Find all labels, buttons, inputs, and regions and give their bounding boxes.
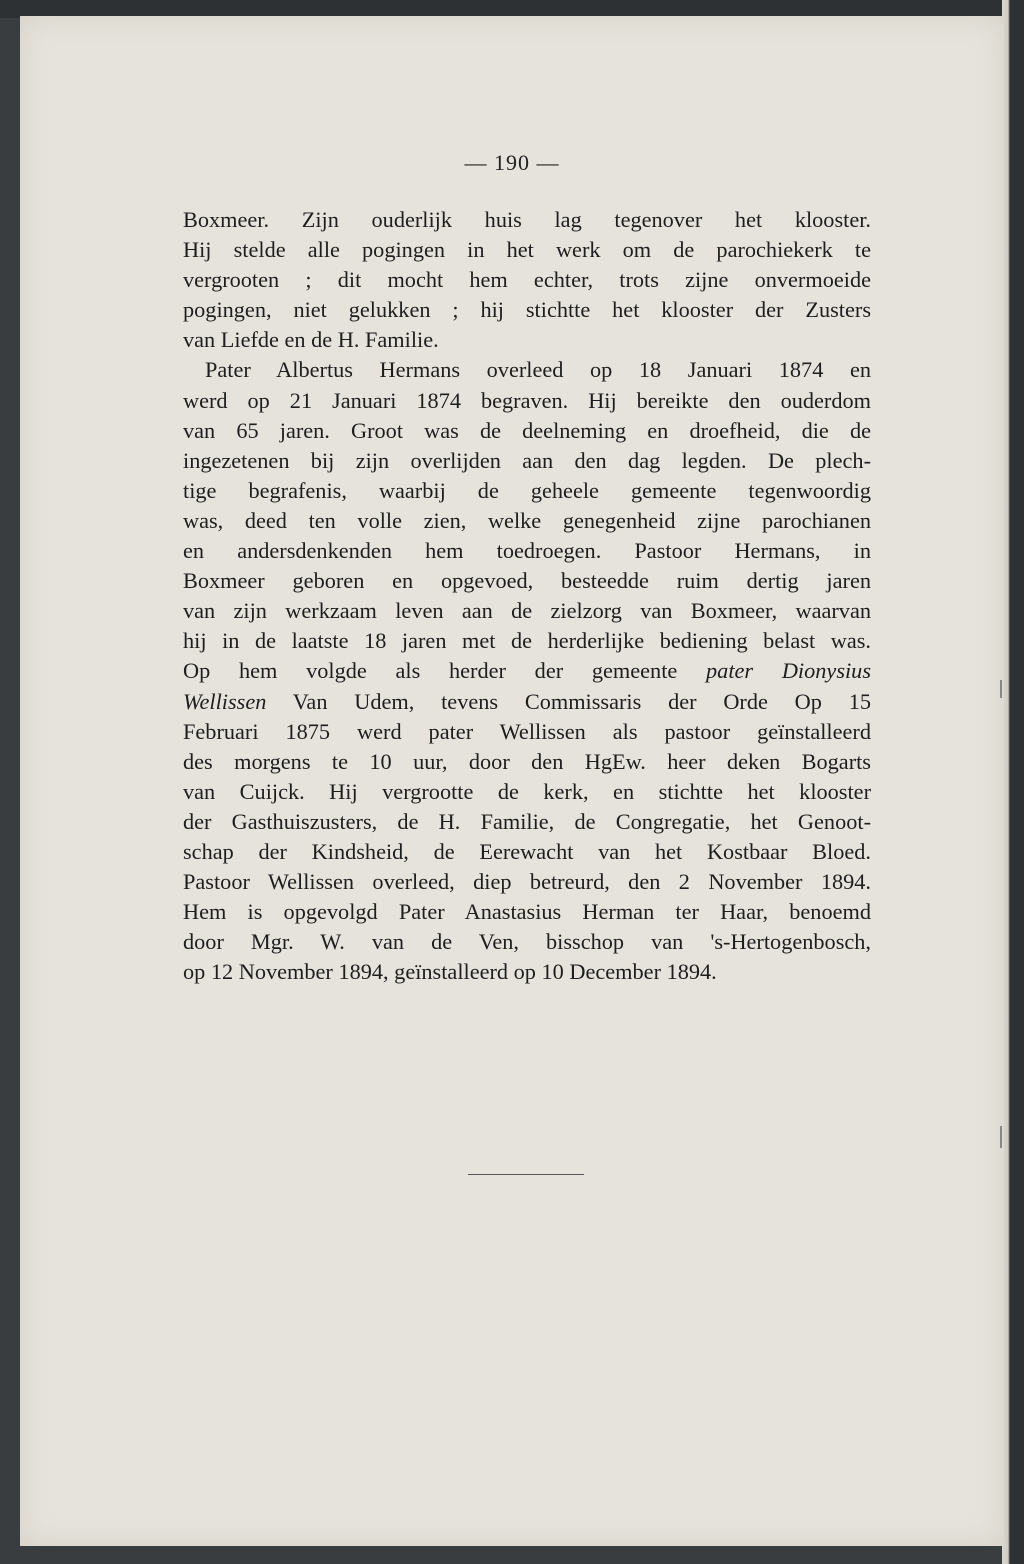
text-line <box>183 386 871 416</box>
italic-name: Wellissen <box>183 688 267 714</box>
line-text: en andersdenkenden hem toedroegen. Pastoor Hermans, in <box>183 538 871 564</box>
page-edge-mark <box>1000 680 1002 698</box>
line-text: van Liefde en de H. Familie. <box>183 327 439 353</box>
end-rule <box>468 1174 584 1175</box>
text-line <box>183 355 871 385</box>
line-text: Pastoor Wellissen overleed, diep betreurd, den 2 November 1894. <box>183 869 871 895</box>
text-line <box>183 506 871 536</box>
text-line <box>183 446 871 476</box>
body-text <box>183 205 871 987</box>
line-text: van Cuijck. Hij vergrootte de kerk, en stichtte het klooster <box>183 778 871 804</box>
text-line <box>183 295 871 325</box>
text-line <box>183 205 871 235</box>
text-line <box>183 777 871 807</box>
line-text: hij in de laatste 18 jaren met de herderlijke bediening belast was. <box>183 628 871 654</box>
line-text: tige begrafenis, waarbij de geheele gemeente tegenwoordig <box>183 477 871 503</box>
text-line <box>183 476 871 506</box>
page-edge-mark <box>1000 1126 1002 1148</box>
line-text: Boxmeer. Zijn ouderlijk huis lag tegenover het klooster. <box>183 207 871 232</box>
line-text: van 65 jaren. Groot was de deelneming en droefheid, die de <box>183 417 871 443</box>
text-line <box>183 626 871 656</box>
line-text: Februari 1875 werd pater Wellissen als pastoor geïnstalleerd <box>183 718 871 744</box>
line-text: werd op 21 Januari 1874 begraven. Hij bereikte den ouderdom <box>183 387 871 413</box>
line-text: was, deed ten volle zien, welke genegenheid zijne parochianen <box>183 507 871 533</box>
line-text: van zijn werkzaam leven aan de zielzorg van Boxmeer, waarvan <box>183 598 871 624</box>
line-text: pogingen, niet gelukken ; hij stichtte het klooster der Zusters <box>183 297 871 323</box>
text-line <box>183 416 871 446</box>
text-line <box>183 325 871 355</box>
line-text: Op hem volgde als herder der gemeente <box>183 658 678 684</box>
text-line <box>183 927 871 957</box>
line-text: vergrooten ; dit mocht hem echter, trots zijne onvermoeide <box>183 267 871 293</box>
text-line <box>183 687 871 717</box>
text-line <box>183 265 871 295</box>
line-text: door Mgr. W. van de Ven, bisschop van 's-Hertogenbosch, <box>183 929 871 955</box>
text-line <box>183 807 871 837</box>
text-line <box>183 897 871 927</box>
line-text: Boxmeer geboren en opgevoed, besteedde ruim dertig jaren <box>183 568 871 594</box>
line-text: des morgens te 10 uur, door den HgEw. heer deken Bogarts <box>183 748 871 774</box>
text-line <box>183 837 871 867</box>
text-line <box>183 596 871 626</box>
line-text: Hem is opgevolgd Pater Anastasius Herman ter Haar, benoemd <box>183 899 871 925</box>
text-line <box>183 867 871 897</box>
line-text: Hij stelde alle pogingen in het werk om de parochiekerk te <box>183 237 871 263</box>
line-text: schap der Kindsheid, de Eerewacht van het Kostbaar Bloed. <box>183 838 871 864</box>
line-text: ingezetenen bij zijn overlijden aan den dag legden. De plech- <box>183 447 871 473</box>
page-number: — 190 — <box>464 150 560 175</box>
line-text: Van Udem, tevens Commissaris der Orde Op 15 <box>292 688 871 714</box>
text-line <box>183 656 871 686</box>
italic-name: pater Dionysius <box>706 658 871 684</box>
text-line <box>183 747 871 777</box>
line-text: der Gasthuiszusters, de H. Familie, de Congregatie, het Genoot- <box>183 808 871 834</box>
line-text: Pater Albertus Hermans overleed op 18 Januari 1874 en <box>205 357 871 383</box>
text-line <box>183 566 871 596</box>
line-text: op 12 November 1894, geïnstalleerd op 10 December 1894. <box>183 959 717 985</box>
scan-backdrop-right <box>1002 0 1024 1564</box>
text-line <box>183 717 871 747</box>
text-line <box>183 957 871 987</box>
text-line <box>183 536 871 566</box>
text-line <box>183 235 871 265</box>
